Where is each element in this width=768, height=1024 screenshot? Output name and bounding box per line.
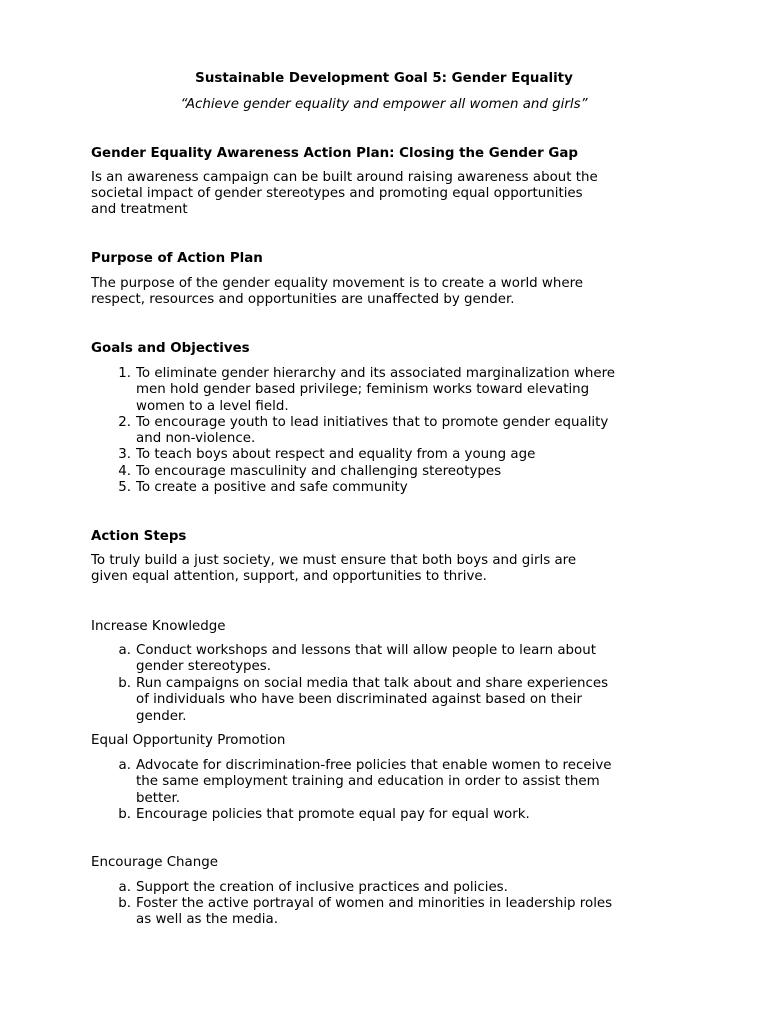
change-text: Support the creation of inclusive practices and policies.	[136, 880, 508, 895]
opportunity-text: Advocate for discrimination-free policies that enable women to receive	[136, 758, 612, 773]
opportunity-heading: Equal Opportunity Promotion	[91, 733, 286, 748]
goal-text: To create a positive and safe community	[136, 480, 408, 495]
intro-line: societal impact of gender stereotypes and promoting equal opportunities	[91, 186, 583, 201]
list-marker: 4.	[118, 464, 131, 479]
intro-line: and treatment	[91, 202, 188, 217]
knowledge-heading: Increase Knowledge	[91, 619, 226, 634]
list-marker: a.	[118, 880, 131, 895]
opportunity-item	[91, 807, 691, 823]
goal-text: To teach boys about respect and equality from a young age	[136, 447, 536, 462]
knowledge-text: gender stereotypes.	[136, 659, 271, 675]
change-text: Foster the active portrayal of women and minorities in leadership roles	[136, 896, 613, 911]
plan-heading: Gender Equality Awareness Action Plan: Closing the Gender Gap	[91, 146, 578, 161]
document-title: Sustainable Development Goal 5: Gender Equality	[195, 71, 573, 86]
list-marker: b.	[118, 896, 131, 911]
knowledge-item	[91, 676, 691, 725]
change-heading: Encourage Change	[91, 855, 218, 870]
steps-intro-line: To truly build a just society, we must ensure that both boys and girls are	[91, 553, 577, 568]
knowledge-text: gender.	[136, 708, 187, 724]
goal-item	[91, 480, 691, 496]
goal-text: men hold gender based privilege; feminism works toward elevating	[136, 382, 590, 398]
purpose-heading: Purpose of Action Plan	[91, 251, 263, 266]
opportunity-text: Encourage policies that promote equal pay for equal work.	[136, 807, 530, 822]
opportunity-text: better.	[136, 790, 181, 806]
steps-heading: Action Steps	[91, 529, 187, 544]
change-item	[91, 896, 691, 929]
goal-item	[91, 366, 691, 415]
list-marker: a.	[118, 758, 131, 773]
change-text: as well as the media.	[136, 912, 278, 928]
intro-line: Is an awareness campaign can be built around raising awareness about the	[91, 170, 598, 185]
knowledge-text: of individuals who have been discriminated against based on their	[136, 692, 583, 708]
list-marker: 5.	[118, 480, 131, 495]
knowledge-item	[91, 643, 691, 676]
list-marker: b.	[118, 807, 131, 822]
document-subtitle: “Achieve gender equality and empower all women and girls”	[180, 97, 588, 112]
goal-text: To encourage masculinity and challenging stereotypes	[136, 464, 502, 479]
goals-heading: Goals and Objectives	[91, 341, 250, 356]
goal-text: To eliminate gender hierarchy and its associated marginalization where	[136, 366, 616, 381]
goal-text: To encourage youth to lead initiatives that to promote gender equality	[136, 415, 609, 430]
purpose-line: respect, resources and opportunities are unaffected by gender.	[91, 292, 515, 307]
list-marker: b.	[118, 676, 131, 691]
list-marker: a.	[118, 643, 131, 658]
goal-item	[91, 415, 691, 448]
goal-text: and non-violence.	[136, 431, 256, 447]
steps-intro-line: given equal attention, support, and opportunities to thrive.	[91, 569, 487, 584]
knowledge-text: Run campaigns on social media that talk about and share experiences	[136, 676, 609, 691]
list-marker: 2.	[118, 415, 131, 430]
purpose-line: The purpose of the gender equality movement is to create a world where	[91, 276, 584, 291]
goal-text: women to a level field.	[136, 398, 289, 414]
change-item	[91, 880, 691, 896]
opportunity-text: the same employment training and education in order to assist them	[136, 774, 600, 790]
list-marker: 3.	[118, 447, 131, 462]
goal-item	[91, 464, 691, 480]
list-marker: 1.	[118, 366, 131, 381]
opportunity-item	[91, 758, 691, 807]
knowledge-text: Conduct workshops and lessons that will allow people to learn about	[136, 643, 596, 658]
goal-item	[91, 447, 691, 463]
